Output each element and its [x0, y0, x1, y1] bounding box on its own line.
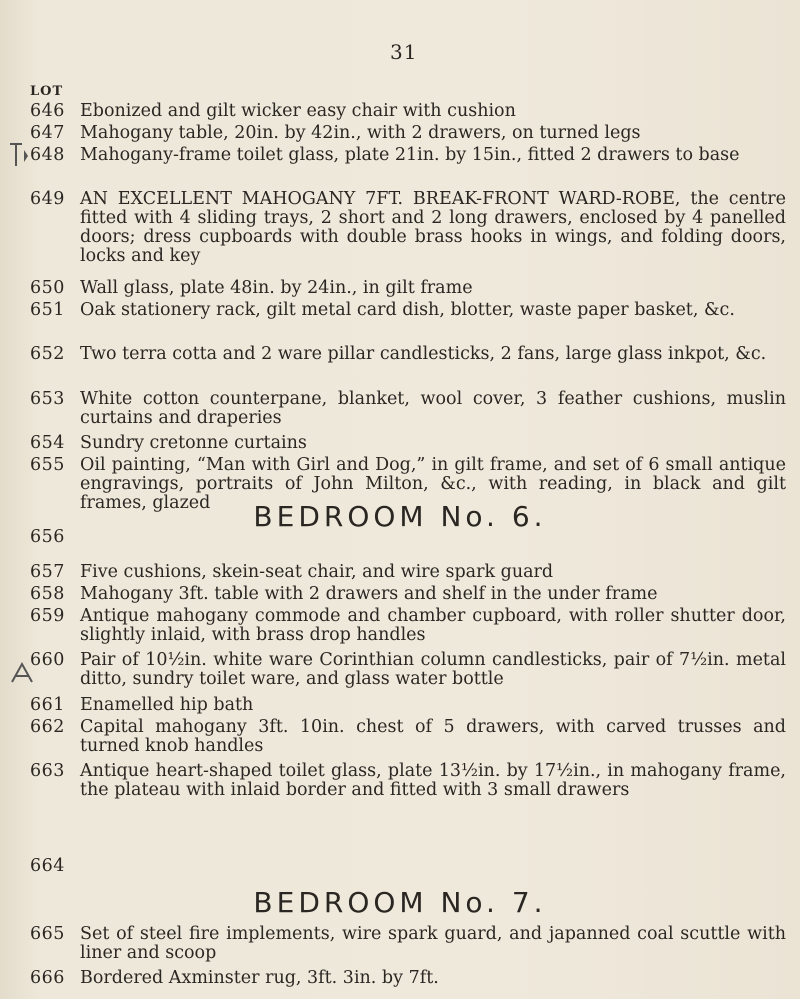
lot-description: Wall glass, plate 48in. by 24in., in gilt frame: [80, 278, 473, 298]
lot-description: Sundry cretonne curtains: [80, 433, 307, 453]
lot-number: 648: [30, 145, 65, 165]
page-number: 31: [390, 40, 418, 64]
lot-number: 646: [30, 101, 65, 121]
lot-number: 658: [30, 584, 65, 604]
lot-number: 655: [30, 455, 65, 475]
lot-description: Mahogany table, 20in. by 42in., with 2 drawers, on turned legs: [80, 123, 641, 143]
lot-description: Oak stationery rack, gilt metal card dish, blotter, waste paper basket, &c.: [80, 300, 735, 320]
lot-description: Bordered Axminster rug, 3ft. 3in. by 7ft.: [80, 968, 439, 988]
lot-description: Antique mahogany commode and chamber cupboard, with roller shutter door, slightly inlaid, with brass drop handles: [80, 606, 786, 645]
lot-number: 656: [30, 527, 65, 547]
lot-description: Antique heart-shaped toilet glass, plate 13½in. by 17½in., in mahogany frame, the plateau with inlaid border and fitted with 3 small drawers: [80, 761, 786, 800]
lot-number: 660: [30, 650, 65, 670]
margin-pencil-mark: [8, 660, 38, 688]
lot-number: 662: [30, 717, 65, 737]
lot-description: Pair of 10½in. white ware Corinthian column candlesticks, pair of 7½in. metal ditto, sundry toilet ware, and glass water bottle: [80, 650, 786, 689]
lot-number: 659: [30, 606, 65, 626]
margin-pencil-mark: [6, 140, 30, 180]
lot-number: 654: [30, 433, 65, 453]
lot-description: Mahogany 3ft. table with 2 drawers and shelf in the under frame: [80, 584, 658, 604]
lot-number: 652: [30, 344, 65, 364]
lot-number: 650: [30, 278, 65, 298]
lot-description: Two terra cotta and 2 ware pillar candlesticks, 2 fans, large glass inkpot, &c.: [80, 344, 767, 364]
lot-description: Oil painting, “Man with Girl and Dog,” in gilt frame, and set of 6 small antique engravings, portraits of John Milton, &c., with reading, in black and gilt frames, glazed: [80, 455, 786, 513]
lot-number: 666: [30, 968, 65, 988]
lot-description: White cotton counterpane, blanket, wool cover, 3 feather cushions, muslin curtains and draperies: [80, 389, 786, 428]
section-heading: BEDROOM No. 6.: [253, 500, 547, 533]
section-heading: BEDROOM No. 7.: [253, 886, 547, 919]
lot-number: 665: [30, 924, 65, 944]
lot-number: 664: [30, 856, 65, 876]
lot-number: 647: [30, 123, 65, 143]
lot-description: Capital mahogany 3ft. 10in. chest of 5 drawers, with carved trusses and turned knob handles: [80, 717, 786, 756]
lot-description: Mahogany-frame toilet glass, plate 21in. by 15in., fitted 2 drawers to base: [80, 145, 740, 165]
lot-description: AN EXCELLENT MAHOGANY 7FT. BREAK-FRONT WARD-ROBE, the centre fitted with 4 sliding trays, 2 short and 2 long drawers, enclosed by 4 panelled doors; dress cupboards with double brass hooks in wings, and folding doors, locks and key: [80, 189, 786, 266]
lot-number: 653: [30, 389, 65, 409]
lot-description: Ebonized and gilt wicker easy chair with cushion: [80, 101, 516, 121]
lot-number: 663: [30, 761, 65, 781]
lot-description: Set of steel fire implements, wire spark guard, and japanned coal scuttle with liner and scoop: [80, 924, 786, 963]
lot-number: 649: [30, 189, 65, 209]
lot-number: 661: [30, 695, 65, 715]
lot-number: 657: [30, 562, 65, 582]
lot-column-header: LOT: [30, 84, 64, 99]
lot-description: Enamelled hip bath: [80, 695, 254, 715]
lot-description: Five cushions, skein-seat chair, and wire spark guard: [80, 562, 554, 582]
lot-number: 651: [30, 300, 65, 320]
